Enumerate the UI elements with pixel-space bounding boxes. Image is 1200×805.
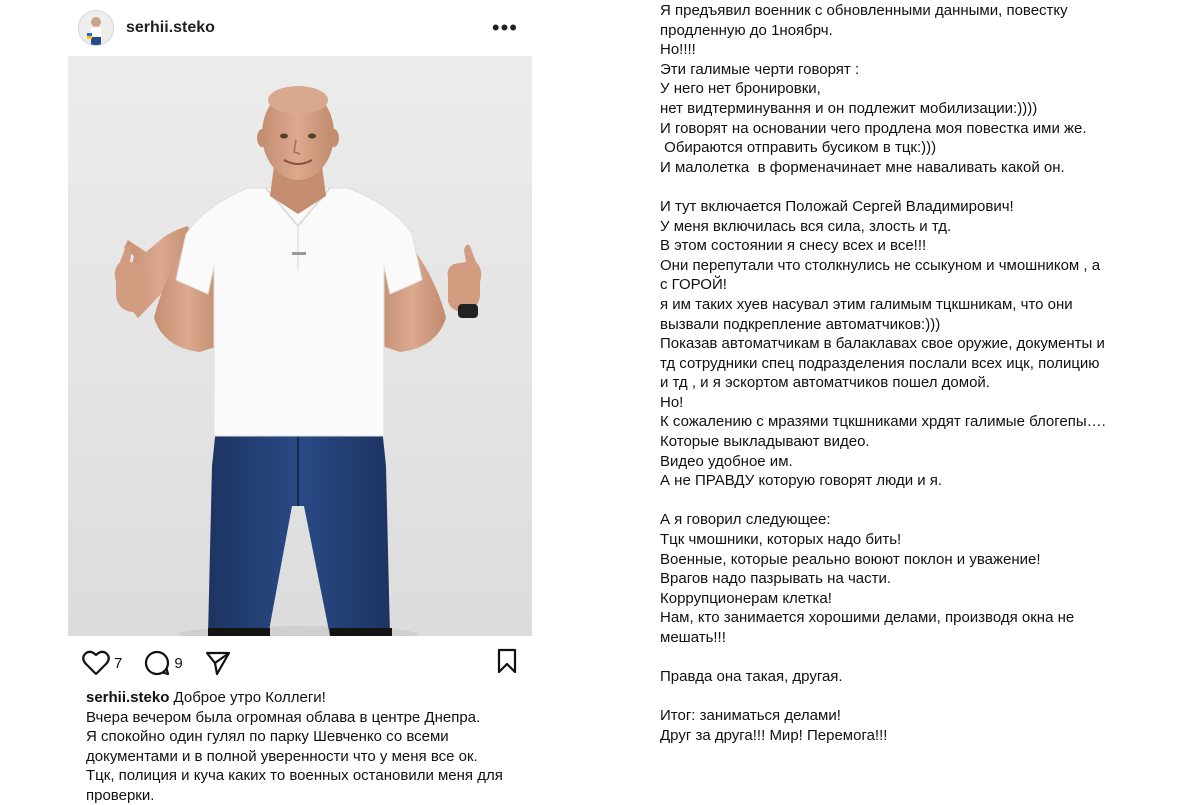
text-line: Военные, которые реально воюют поклон и уважение! (660, 550, 1041, 568)
text-line: Видео удобное им. (660, 452, 793, 470)
like-count: 7 (114, 654, 123, 672)
text-line: Но! (660, 393, 684, 411)
caption-text: Доброе утро Коллеги! (173, 689, 326, 706)
caption-line: Я спокойно один гулял по парку Шевченко со всеми документами и в полной уверенности что у меня все ок. (86, 728, 478, 765)
text-line: Тцк чмошники, которых надо бить! (660, 531, 902, 549)
text-line: У него нет бронировки, (660, 80, 821, 98)
post-actions (82, 648, 518, 678)
heart-icon (82, 650, 110, 676)
text-line: Они перепутали что столкнулись не ссыкуном и чмошником , а с ГОРОЙ! (660, 256, 1105, 294)
text-line: И тут включается Положай Сергей Владимирович! (660, 197, 1014, 215)
comment-button[interactable] (144, 650, 182, 676)
comment-bubble-icon (144, 650, 170, 676)
save-button[interactable] (496, 648, 518, 679)
post-header (78, 8, 532, 48)
caption-username[interactable]: serhii.steko (86, 689, 170, 706)
text-line: я им таких хуев насувал этим галимым тцкшникам, что они вызвали подкрепление автоматчиков:))) (660, 295, 1077, 333)
blank-line (660, 648, 1110, 668)
text-line: Но!!!! (660, 41, 696, 59)
more-dots-icon[interactable]: ••• (491, 15, 518, 40)
text-line: Показав автоматчикам в балаклавах свое оружие, документы и тд сотрудники спец подразделения послали всех ицк, полицию и тд , и я эскортом автоматчиков пошел домой. (660, 335, 1110, 392)
text-line: Правда она такая, другая. (660, 668, 843, 686)
text-line: Нам, кто занимается хорошими делами, производя окна не мешать!!! (660, 609, 1079, 646)
text-line: Друг за друга!!! Мир! Перемога!!! (660, 726, 888, 744)
share-button[interactable] (205, 650, 231, 676)
text-line: Эти галимые черти говорят : (660, 60, 860, 78)
blank-line (660, 177, 1110, 197)
post-username[interactable]: serhii.steko (126, 19, 215, 36)
caption-line: Вчера вечером была огромная облава в центре Днепра. (86, 708, 481, 726)
like-button[interactable] (82, 650, 122, 676)
bookmark-icon (496, 648, 518, 674)
text-line: Я предъявил военник с обновленными данными, повестку продленную до 1ноябрч. (660, 2, 1072, 39)
text-line: Итог: заниматься делами! (660, 707, 841, 725)
text-line: А не ПРАВДУ которую говорят люди и я. (660, 472, 943, 490)
text-line: У меня включилась вся сила, злость и тд. (660, 217, 952, 235)
avatar[interactable] (78, 10, 114, 46)
text-line: Обираются отправить бусиком в тцк:))) (660, 139, 937, 157)
text-line: Коррупционерам клетка! (660, 589, 832, 607)
paper-plane-icon (205, 650, 231, 676)
text-line: И малолетка в форменачинает мне наваливать какой он. (660, 158, 1065, 176)
post-caption (86, 688, 526, 805)
caption-line (86, 688, 526, 708)
caption-line: Тцк, полиция и куча каких то военных остановили меня для проверки. (86, 767, 503, 804)
text-line: нет видтерминування и он подлежит мобилизации:)))) (660, 99, 1038, 117)
post-photo[interactable] (68, 56, 532, 636)
blank-line (660, 687, 1110, 707)
post-continuation-text (660, 1, 1110, 746)
text-line: И говорят на основании чего продлена моя повестка ими же. (660, 119, 1087, 137)
comment-count: 9 (174, 654, 183, 672)
text-line: К сожалению с мразями тцкшниками хрдят галимые блогепы…. (660, 413, 1106, 431)
text-line: Врагов надо пазрывать на части. (660, 570, 892, 588)
text-line: Которые выкладывают видео. (660, 433, 870, 451)
text-line: А я говорил следующее: (660, 511, 831, 529)
man-portrait-illustration (68, 56, 532, 636)
blank-line (660, 491, 1110, 511)
text-line: В этом состоянии я снесу всех и все!!! (660, 237, 927, 255)
